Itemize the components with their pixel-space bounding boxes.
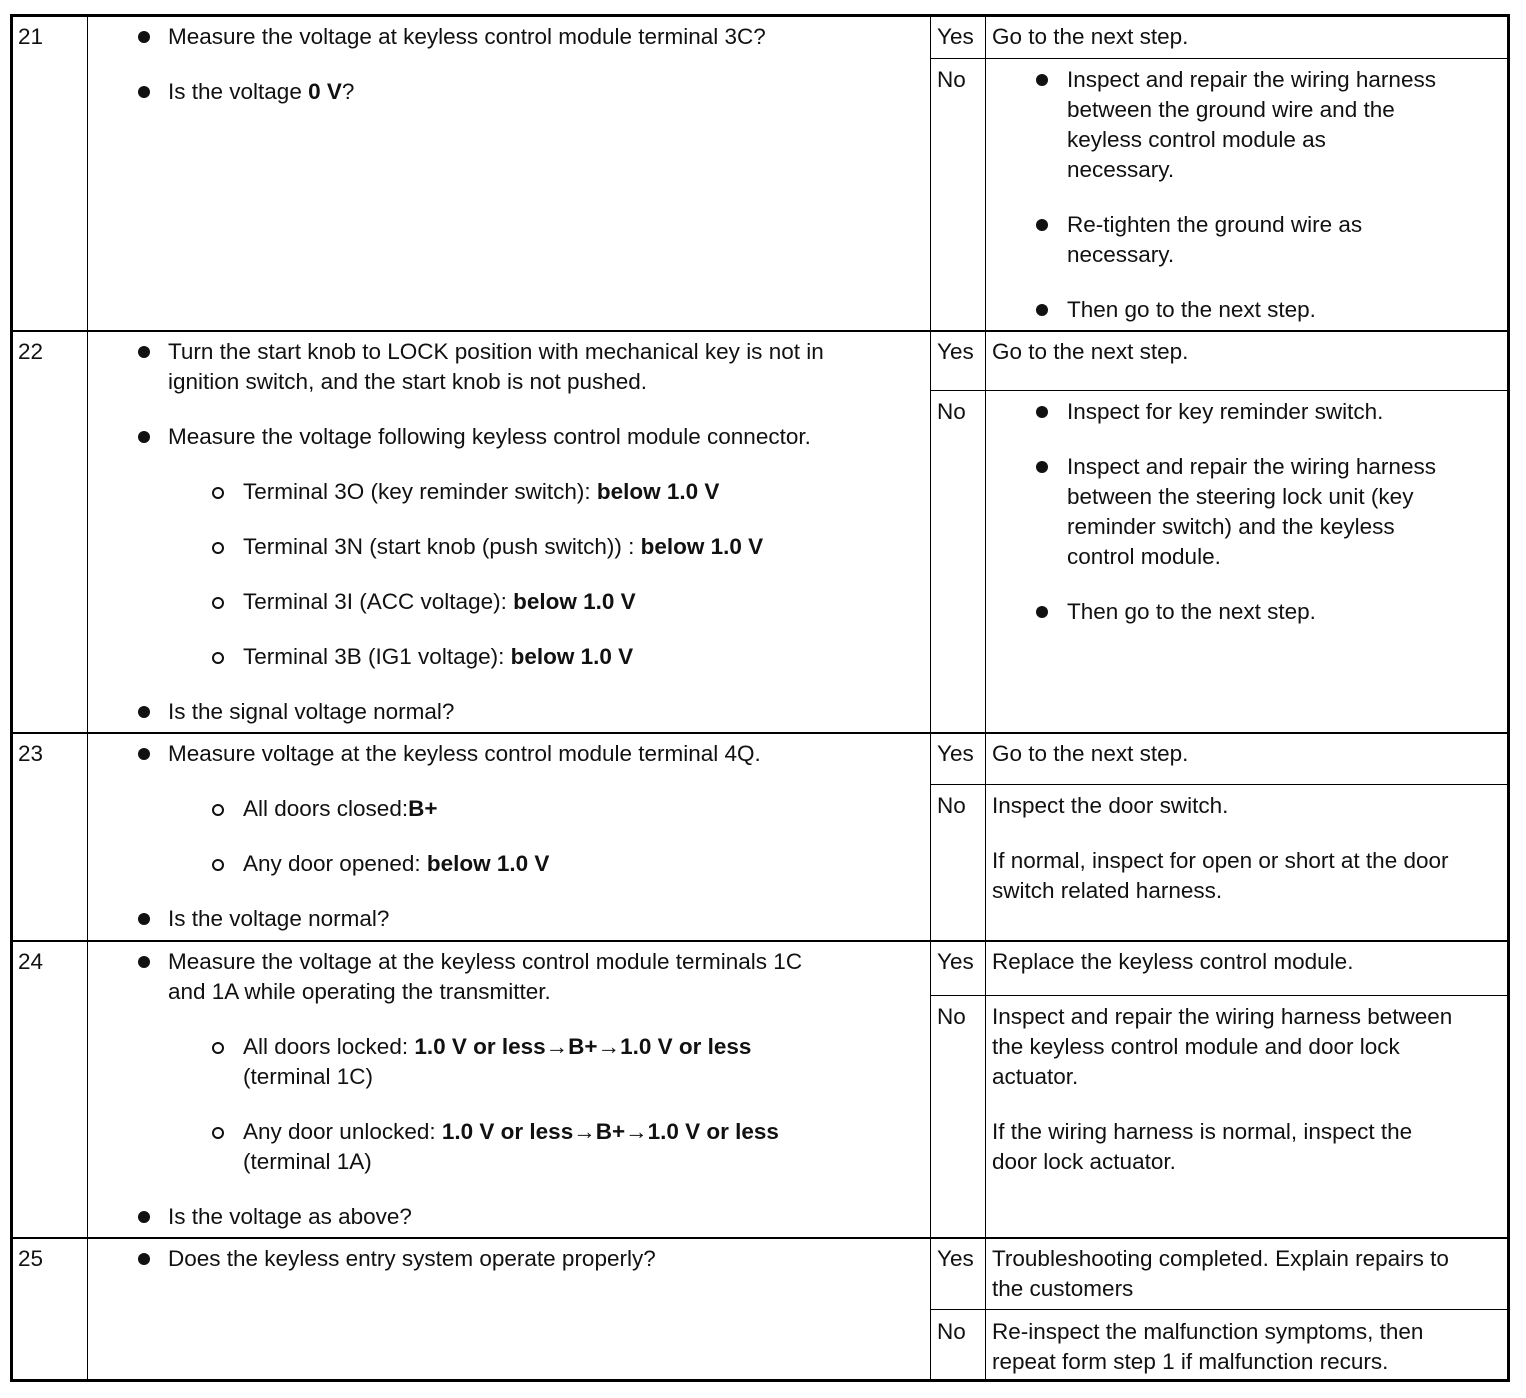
no-result-line: reminder switch) and the keyless xyxy=(1067,514,1395,539)
terminal-spec: Terminal 3I (ACC voltage): below 1.0 V xyxy=(243,589,636,614)
bullet-icon xyxy=(138,748,150,760)
no-result-line: If the wiring harness is normal, inspect the xyxy=(992,1119,1413,1144)
action-text: and 1A while operating the transmitter. xyxy=(168,979,551,1004)
no-result-line: between the ground wire and the xyxy=(1067,97,1395,122)
yes-no-divider xyxy=(930,58,1510,59)
yes-label: Yes xyxy=(937,339,974,364)
bullet-icon xyxy=(138,346,150,358)
no-label: No xyxy=(937,793,966,818)
bullet-icon xyxy=(138,956,150,968)
yes-result: Replace the keyless control module. xyxy=(992,949,1354,974)
no-result-line: control module. xyxy=(1067,544,1221,569)
yes-label: Yes xyxy=(937,1246,974,1271)
step-number: 23 xyxy=(18,741,44,766)
no-label: No xyxy=(937,1319,966,1344)
action-text: Measure voltage at the keyless control module terminal 4Q. xyxy=(168,741,761,766)
yes-label: Yes xyxy=(937,949,974,974)
no-label: No xyxy=(937,67,966,92)
no-result-line: Inspect the door switch. xyxy=(992,793,1229,818)
bullet-icon xyxy=(1036,304,1048,316)
action-text: Turn the start knob to LOCK position with mechanical key is not in xyxy=(168,339,824,364)
no-result-line: Then go to the next step. xyxy=(1067,599,1316,624)
no-result-line: necessary. xyxy=(1067,157,1175,182)
action-text: Measure the voltage at keyless control module terminal 3C? xyxy=(168,24,766,49)
action-question: Does the keyless entry system operate properly? xyxy=(168,1246,656,1271)
sub-bullet-icon xyxy=(212,1042,224,1054)
yes-result: Go to the next step. xyxy=(992,339,1189,364)
yes-no-divider xyxy=(930,995,1510,996)
row-divider xyxy=(10,732,1510,734)
step-number: 21 xyxy=(18,24,44,49)
condition-spec: All doors locked: 1.0 V or less→B+→1.0 V or less xyxy=(243,1034,752,1059)
sub-bullet-icon xyxy=(212,859,224,871)
no-result-line: door lock actuator. xyxy=(992,1149,1176,1174)
step-number: 22 xyxy=(18,339,44,364)
yes-no-divider xyxy=(930,1309,1510,1310)
terminal-spec: Terminal 3N (start knob (push switch)) : below 1.0 V xyxy=(243,534,764,559)
no-result-line: Re-inspect the malfunction symptoms, then xyxy=(992,1319,1424,1344)
action-question: Is the voltage as above? xyxy=(168,1204,412,1229)
action-question: Is the voltage 0 V? xyxy=(168,79,355,104)
no-result-line: Inspect and repair the wiring harness xyxy=(1067,67,1436,92)
no-label: No xyxy=(937,1004,966,1029)
yes-result: Go to the next step. xyxy=(992,741,1189,766)
row-divider xyxy=(10,1237,1510,1239)
bullet-icon xyxy=(138,31,150,43)
yes-label: Yes xyxy=(937,24,974,49)
action-text: ignition switch, and the start knob is not pushed. xyxy=(168,369,648,394)
terminal-spec: Terminal 3O (key reminder switch): below 1.0 V xyxy=(243,479,720,504)
no-result-line: keyless control module as xyxy=(1067,127,1326,152)
action-question: Is the signal voltage normal? xyxy=(168,699,455,724)
bullet-icon xyxy=(138,86,150,98)
yes-result-line: the customers xyxy=(992,1276,1134,1301)
sub-bullet-icon xyxy=(212,652,224,664)
condition-spec: Any door unlocked: 1.0 V or less→B+→1.0 V or less xyxy=(243,1119,779,1144)
no-label: No xyxy=(937,399,966,424)
bullet-icon xyxy=(1036,406,1048,418)
row-divider xyxy=(10,330,1510,332)
yes-result: Go to the next step. xyxy=(992,24,1189,49)
bullet-icon xyxy=(1036,219,1048,231)
bullet-icon xyxy=(1036,606,1048,618)
row-divider xyxy=(10,940,1510,942)
bullet-icon xyxy=(138,431,150,443)
condition-note: (terminal 1A) xyxy=(243,1149,372,1174)
column-divider xyxy=(985,14,986,1382)
no-result-line: Re-tighten the ground wire as xyxy=(1067,212,1363,237)
no-result-line: Inspect and repair the wiring harness between xyxy=(992,1004,1453,1029)
action-text: Measure the voltage at the keyless control module terminals 1C xyxy=(168,949,803,974)
bullet-icon xyxy=(1036,74,1048,86)
no-result-line: Inspect for key reminder switch. xyxy=(1067,399,1384,424)
column-divider xyxy=(930,14,931,1382)
action-text: Measure the voltage following keyless control module connector. xyxy=(168,424,811,449)
action-question: Is the voltage normal? xyxy=(168,906,390,931)
no-result-line: If normal, inspect for open or short at the door xyxy=(992,848,1449,873)
no-result-line: repeat form step 1 if malfunction recurs. xyxy=(992,1349,1389,1374)
bullet-icon xyxy=(138,1211,150,1223)
condition-note: (terminal 1C) xyxy=(243,1064,374,1089)
yes-label: Yes xyxy=(937,741,974,766)
condition-spec: All doors closed:B+ xyxy=(243,796,438,821)
step-number: 24 xyxy=(18,949,44,974)
sub-bullet-icon xyxy=(212,542,224,554)
no-result-line: necessary. xyxy=(1067,242,1175,267)
bullet-icon xyxy=(138,1253,150,1265)
no-result-line: actuator. xyxy=(992,1064,1079,1089)
column-divider xyxy=(87,14,88,1382)
sub-bullet-icon xyxy=(212,804,224,816)
no-result-line: between the steering lock unit (key xyxy=(1067,484,1414,509)
sub-bullet-icon xyxy=(212,487,224,499)
no-result-line: Inspect and repair the wiring harness xyxy=(1067,454,1436,479)
yes-no-divider xyxy=(930,784,1510,785)
no-result-line: switch related harness. xyxy=(992,878,1223,903)
condition-spec: Any door opened: below 1.0 V xyxy=(243,851,550,876)
bullet-icon xyxy=(138,913,150,925)
bullet-icon xyxy=(138,706,150,718)
bullet-icon xyxy=(1036,461,1048,473)
no-result-line: the keyless control module and door lock xyxy=(992,1034,1400,1059)
no-result-line: Then go to the next step. xyxy=(1067,297,1316,322)
yes-result-line: Troubleshooting completed. Explain repairs to xyxy=(992,1246,1449,1271)
yes-no-divider xyxy=(930,390,1510,391)
terminal-spec: Terminal 3B (IG1 voltage): below 1.0 V xyxy=(243,644,634,669)
step-number: 25 xyxy=(18,1246,44,1271)
sub-bullet-icon xyxy=(212,597,224,609)
sub-bullet-icon xyxy=(212,1127,224,1139)
